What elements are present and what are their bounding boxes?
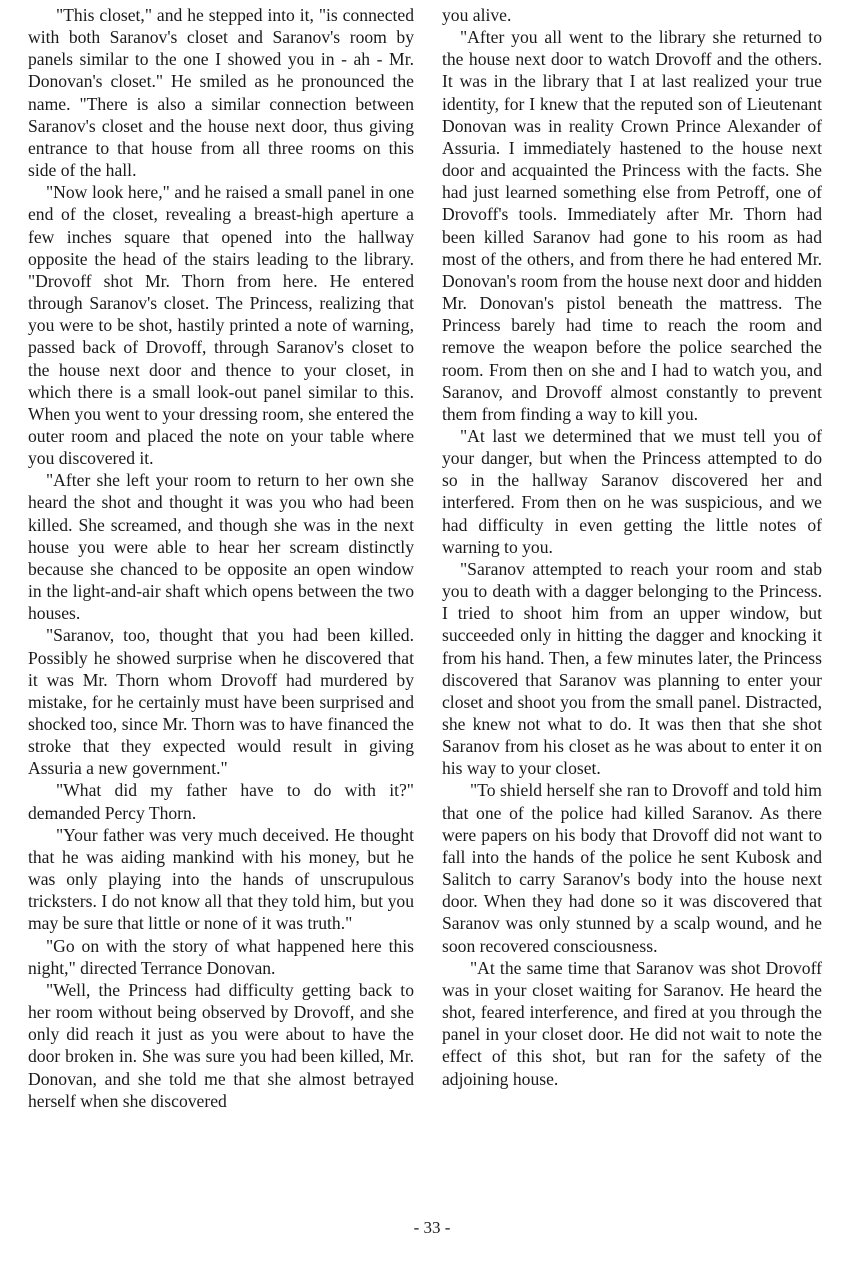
paragraph: "After you all went to the library she returned to the house next door to watch Drovoff and the others. It was in the library that I at last realized your true identity, for I knew that the reputed son of Lieutenant Donovan was in reality Crown Prince Alexander of Assuria. I immediately hastened to the house next door and acquainted the Princess with the facts. She had just learned something else from Petroff, one of Drovoff's tools. Immediately after Mr. Thorn had been killed Saranov had gone to his room as had most of the others, and from there he had entered Mr. Donovan's room from the house next door and hidden Mr. Donovan's pistol beneath the mattress. The Princess barely had time to reach the room and remove the weapon before the police searched the room. From then on she and I had to watch you, and Saranov, and Drovoff almost constantly to prevent them from finding a way to kill you. (442, 27, 822, 424)
paragraph: "Well, the Princess had difficulty getting back to her room without being observed by Drovoff, and she only did reach it just as you were about to have the door broken in. She was sure you had been killed, Mr. Donovan, and she told me that she almost betrayed herself when she discovered (28, 979, 414, 1111)
paragraph: "Your father was very much deceived. He thought that he was aiding mankind with his money, but he was only playing into the hands of unscrupulous tricksters. I do not know all that they told him, but you may be sure that little or none of it was truth." (28, 824, 414, 934)
paragraph: "What did my father have to do with it?" demanded Percy Thorn. (28, 780, 414, 823)
paragraph: "Saranov, too, thought that you had been killed. Possibly he showed surprise when he discovered that it was Mr. Thorn whom Drovoff had murdered by mistake, for he certainly must have been surprised and shocked too, since Mr. Thorn was to have financed the stroke that they expected would result in giving Assuria a new government." (28, 625, 414, 779)
paragraph: "Go on with the story of what happened here this night," directed Terrance Donovan. (28, 935, 414, 978)
paragraph: "At the same time that Saranov was shot Drovoff was in your closet waiting for Saranov. He heard the shot, feared interference, and fired at you through the panel in your closet door. He did not wait to note the effect of this shot, but ran for the safety of the adjoining house. (442, 957, 822, 1089)
left-text-column (28, 4, 414, 1112)
paragraph: "At last we determined that we must tell you of your danger, but when the Princess attempted to do so in the hallway Saranov discovered her and interfered. From then on he was suspicious, and we had difficulty in even getting the little notes of warning to you. (442, 425, 822, 557)
paragraph: "Saranov attempted to reach your room and stab you to death with a dagger belonging to the Princess. I tried to shoot him from an upper window, but succeeded only in hitting the dagger and knocking it from his hand. Then, a few minutes later, the Princess discovered that Saranov was planning to enter your closet and shoot you from the small panel. Distracted, she knew not what to do. It was then that she shot Saranov from his closet as he was about to enter it on his way to your closet. (442, 558, 822, 779)
paragraph: "To shield herself she ran to Drovoff and told him that one of the police had killed Saranov. As there were papers on his body that Drovoff did not want to fall into the hands of the police he sent Kubosk and Salitch to carry Saranov's body into the house next door. When they had done so it was discovered that Saranov was only stunned by a scalp wound, and he soon recovered consciousness. (442, 780, 822, 956)
paragraph: "After she left your room to return to her own she heard the shot and thought it was you who had been killed. She screamed, and though she was in the next house you were able to hear her scream distinctly because she chanced to be opposite an open window in the light-and-air shaft which opens between the two houses. (28, 470, 414, 624)
paragraph-continuation: you alive. (442, 5, 512, 25)
paragraph: "This closet," and he stepped into it, "is connected with both Saranov's closet and Saranov's room by panels similar to the one I showed you in - ah - Mr. Donovan's closet." He smiled as he pronounced the name. "There is also a similar connection between Saranov's closet and the house next door, thus giving entrance to that house from all three rooms on this side of the hall. (28, 5, 414, 181)
paragraph: "Now look here," and he raised a small panel in one end of the closet, revealing a breast-high aperture a few inches square that opened into the hallway opposite the head of the stairs leading to the library. "Drovoff shot Mr. Thorn from here. He entered through Saranov's closet. The Princess, realizing that you were to be shot, hastily printed a note of warning, passed back of Drovoff, through Saranov's closet to the house next door and thence to your closet, in which there is a small look-out panel similar to this. When you went to your dressing room, she entered the outer room and placed the note on your table where you discovered it. (28, 182, 414, 469)
right-text-column (442, 4, 822, 1090)
page-number: - 33 - (413, 1218, 451, 1237)
